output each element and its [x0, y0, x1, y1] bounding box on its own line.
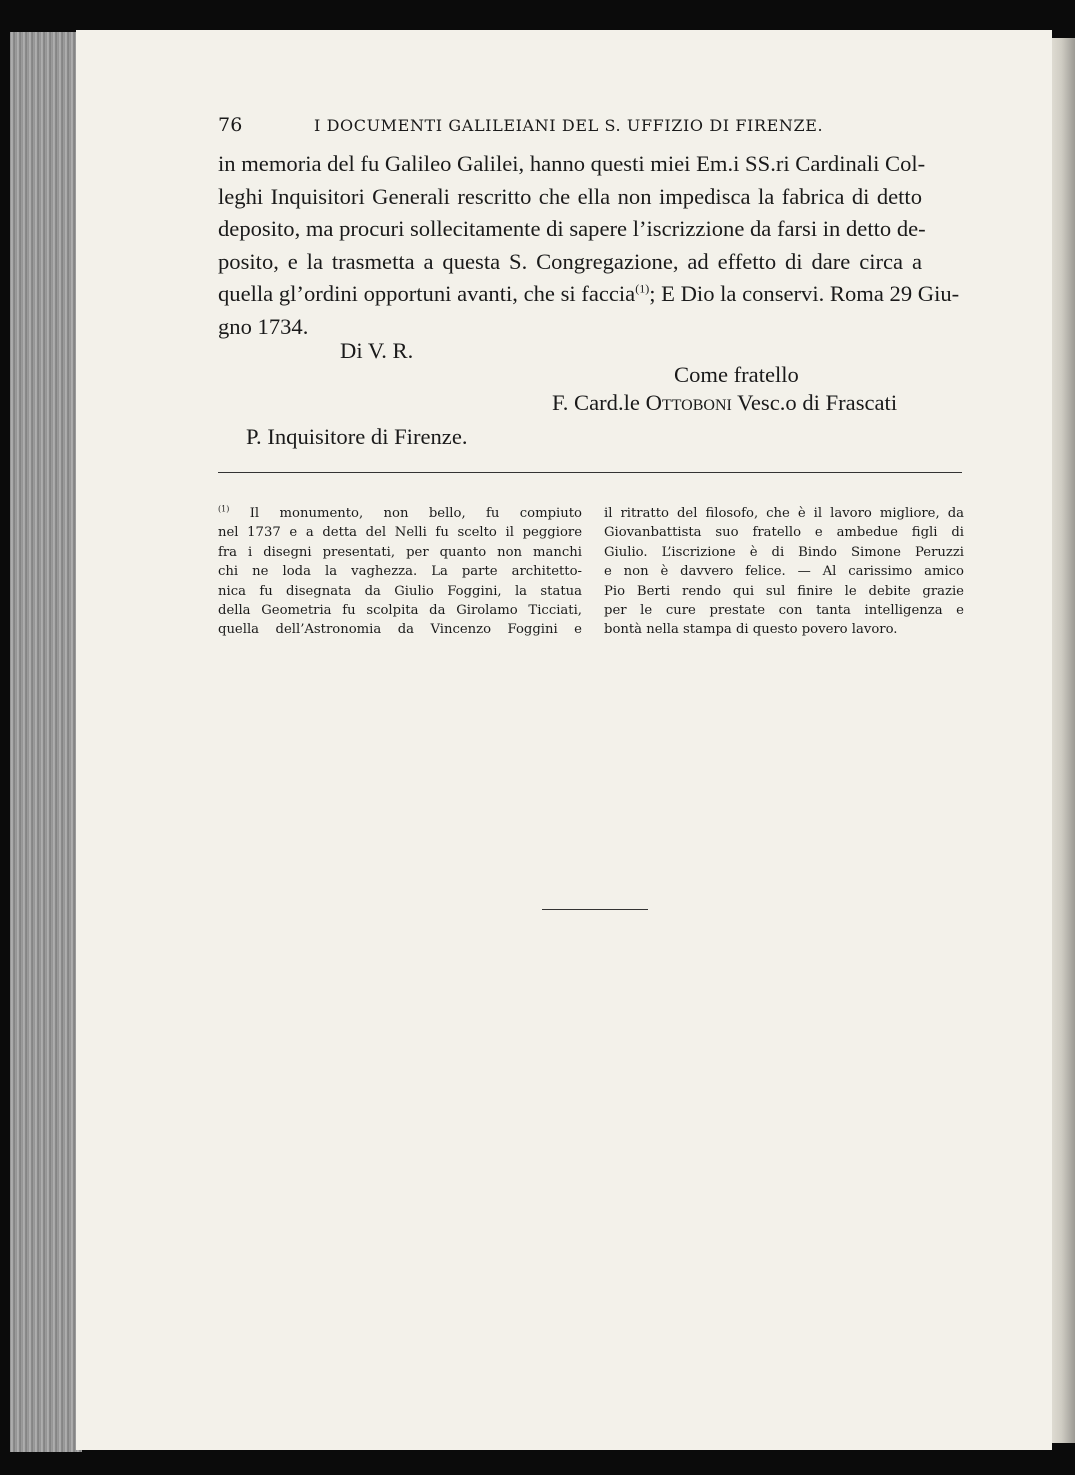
letter-line: in memoria del fu Galileo Galilei, hanno questi miei Em.i SS.ri Cardinali Col- [218, 151, 926, 176]
footnote-line: Giulio. L’iscrizione è di Bindo Simone Peruzzi [604, 544, 964, 560]
footnote-line: fra i disegni presentati, per quanto non manchi [218, 544, 582, 560]
footnote-reference: (1) [635, 281, 650, 296]
letter-line-text: quella gl’ordini opportuni avanti, che si faccia [218, 281, 636, 306]
book-page [76, 30, 1052, 1450]
letter-line [218, 278, 960, 311]
letter-body [218, 148, 960, 343]
footnote-line: Pio Berti rendo qui sul finire le debite grazie [604, 583, 964, 599]
signature [552, 390, 897, 416]
letter-line-tail: ; E Dio la conservi. Roma 29 Giu- [649, 281, 960, 306]
footnote-line-text: Il monumento, non bello, fu compiuto [249, 506, 582, 521]
letter-line: posito, e la trasmetta a questa S. Congregazione, ad effetto di dare circa a [218, 248, 922, 274]
running-title: I DOCUMENTI GALILEIANI DEL S. UFFIZIO DI FIRENZE. [314, 116, 824, 135]
footnote-line: quella dell’Astronomia da Vincenzo Foggini e [218, 622, 582, 638]
letter-line: deposito, ma procuri sollecitamente di sapere l’iscrizzione da farsi in detto de- [218, 216, 926, 241]
addressee: P. Inquisitore di Firenze. [246, 424, 468, 449]
signature-prefix: F. Card.le [552, 390, 640, 415]
letter-line: gno 1734. [218, 313, 309, 339]
end-rule [542, 909, 648, 910]
letter-line: leghi Inquisitori Generali rescritto che ella non impedisca la fabrica di detto [218, 183, 922, 209]
footnote-line: il ritratto del filosofo, che è il lavoro migliore, da [604, 506, 964, 521]
footnote-line: chi ne loda la vaghezza. La parte architetto- [218, 564, 582, 580]
signature-suffix: Vesc.o di Frascati [737, 390, 898, 415]
footnote-line: Giovanbattista suo fratello e ambedue figli di [604, 525, 964, 541]
closing: Come fratello [674, 362, 799, 387]
page-number: 76 [218, 114, 243, 136]
salutation: Di V. R. [340, 338, 414, 363]
footnote-line: per le cure prestate con tanta intelligenza e [604, 602, 964, 618]
footnote-column-left [218, 504, 582, 640]
footnote-line: della Geometria fu scolpita da Girolamo Ticciati, [218, 602, 582, 618]
footnote-line: bontà nella stampa di questo povero lavoro. [604, 622, 898, 638]
footnote-line: nica fu disegnata da Giulio Foggini, la statua [218, 583, 582, 599]
page-edges-left [10, 32, 82, 1452]
footnote-line: e non è davvero felice. — Al carissimo amico [604, 564, 964, 580]
footnote-line: nel 1737 e a detta del Nelli fu scelto il peggiore [218, 525, 582, 541]
footnote-line [218, 504, 582, 523]
signature-name: Ottoboni [645, 390, 732, 415]
footnote-column-right [604, 504, 964, 640]
footnote-separator [218, 472, 962, 473]
footnote-marker: (1) [218, 504, 230, 514]
